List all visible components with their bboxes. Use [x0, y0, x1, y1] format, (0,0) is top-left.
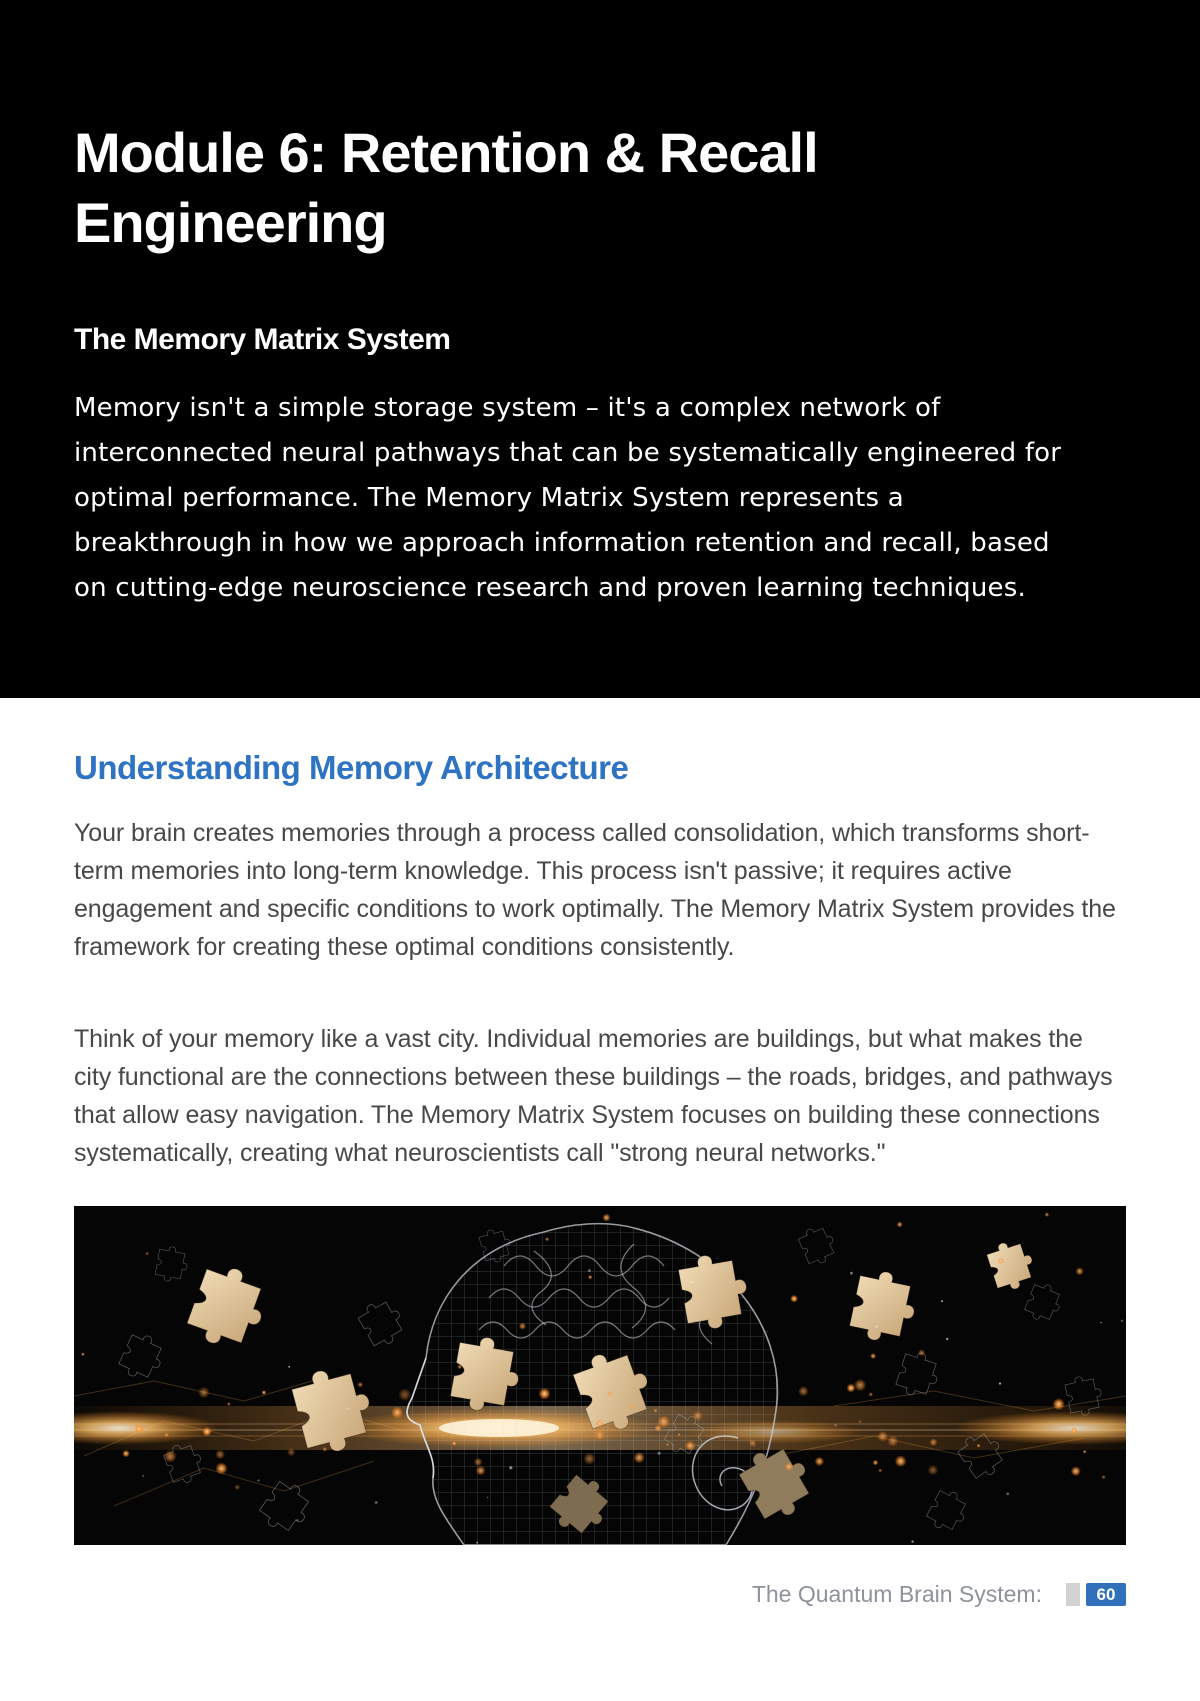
- page-footer: [74, 1583, 1126, 1606]
- body-paragraph-2: Think of your memory like a vast city. Individual memories are buildings, but what makes the city functional are the connections between these buildings – the roads, bridges, and pathways that allow easy navigation. The Memory Matrix System focuses on building these connections systematically, creating what neuroscientists call "strong neural networks.": [74, 1025, 1113, 1167]
- module-header-section: [0, 0, 1200, 698]
- body-paragraph-1: Your brain creates memories through a process called consolidation, which transforms short-term memories into long-term knowledge. This process isn't passive; it requires active engagement and specific conditions to work optimally. The Memory Matrix System provides the framework for creating these optimal conditions consistently.: [74, 819, 1116, 961]
- page-number-separator: [1066, 1583, 1080, 1606]
- memory-brain-illustration: [74, 1206, 1126, 1545]
- module-title: Module 6: Retention & Recall Engineering: [74, 121, 818, 254]
- module-subtitle: The Memory Matrix System: [74, 323, 451, 356]
- module-intro-paragraph: Memory isn't a simple storage system – it's a complex network of interconnected neural pathways that can be systematically engineered for optimal performance. The Memory Matrix System represents a breakthrough in how we approach information retention and recall, based on cutting-edge neuroscience research and proven learning techniques.: [74, 393, 1062, 603]
- footer-title: The Quantum Brain System:: [751, 1581, 1042, 1607]
- content-section: [0, 748, 1200, 1606]
- page-number-badge: 60: [1086, 1583, 1126, 1606]
- section-heading: Understanding Memory Architecture: [74, 749, 629, 786]
